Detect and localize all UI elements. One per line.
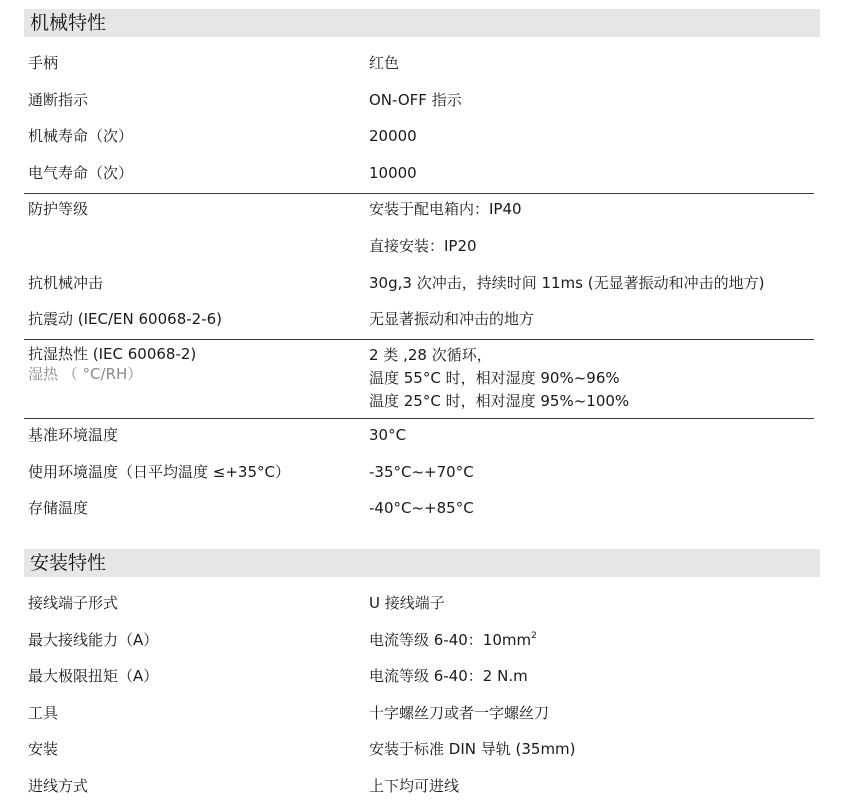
spec-value: 十字螺丝刀或者一字螺丝刀 <box>369 704 550 722</box>
spec-value-text: 电流等级 6-40：10mm <box>369 631 532 649</box>
spec-value: 上下均可进线 <box>369 777 460 795</box>
spec-value: 30g,3 次冲击，持续时间 11ms (无显著振动和冲击的地方) <box>369 274 765 292</box>
spec-label: 抗湿热性 (IEC 60068-2) <box>28 345 197 363</box>
spec-label: 抗机械冲击 <box>28 274 104 292</box>
spec-value: -35°C~+70°C <box>369 463 474 481</box>
spec-label: 机械寿命（次） <box>28 127 134 145</box>
spec-value <box>369 198 522 257</box>
spec-value-line: 温度 25°C 时，相对湿度 95%~100% <box>369 392 630 410</box>
spec-value: U 接线端子 <box>369 594 445 612</box>
spec-value-line: 直接安装：IP20 <box>369 237 477 255</box>
spec-label: 基准环境温度 <box>28 426 119 444</box>
spec-label: 最大极限扭矩（A） <box>28 667 159 685</box>
row-divider <box>24 193 814 194</box>
spec-label: 通断指示 <box>28 91 89 109</box>
spec-value: 20000 <box>369 127 417 145</box>
section-header-mechanical: 机械特性 <box>24 9 820 37</box>
spec-value <box>369 629 537 651</box>
spec-value: -40°C~+85°C <box>369 499 474 517</box>
spec-value: 30°C <box>369 426 407 444</box>
spec-label: 进线方式 <box>28 777 89 795</box>
spec-value: 电流等级 6-40：2 N.m <box>369 667 528 685</box>
spec-value-line: 安装于配电箱内：IP40 <box>369 200 522 218</box>
spec-value: ON-OFF 指示 <box>369 91 462 109</box>
spec-label: 电气寿命（次） <box>28 164 134 182</box>
spec-value-line: 温度 55°C 时，相对湿度 90%~96% <box>369 369 620 387</box>
spec-sublabel: 湿热 （ °C/RH） <box>28 365 143 383</box>
spec-label: 手柄 <box>28 54 59 72</box>
spec-label: 存储温度 <box>28 499 89 517</box>
spec-value: 无显著振动和冲击的地方 <box>369 310 535 328</box>
spec-label: 抗震动 (IEC/EN 60068-2-6) <box>28 310 222 328</box>
spec-value: 10000 <box>369 164 417 182</box>
row-divider <box>24 418 814 419</box>
spec-value: 安装于标准 DIN 导轨 (35mm) <box>369 740 576 758</box>
spec-label: 防护等级 <box>28 200 89 218</box>
spec-value-line: 2 类 ,28 次循环， <box>369 346 492 364</box>
spec-value <box>369 344 629 413</box>
spec-label: 使用环境温度（日平均温度 ≤+35°C） <box>28 463 290 481</box>
spec-label: 接线端子形式 <box>28 594 119 612</box>
spec-label: 安装 <box>28 740 59 758</box>
row-divider <box>24 339 814 340</box>
spec-value: 红色 <box>369 54 400 72</box>
superscript: 2 <box>531 631 537 641</box>
spec-label: 最大接线能力（A） <box>28 631 159 649</box>
section-header-installation: 安装特性 <box>24 549 820 577</box>
spec-label-group <box>28 344 196 384</box>
spec-label: 工具 <box>28 704 59 722</box>
